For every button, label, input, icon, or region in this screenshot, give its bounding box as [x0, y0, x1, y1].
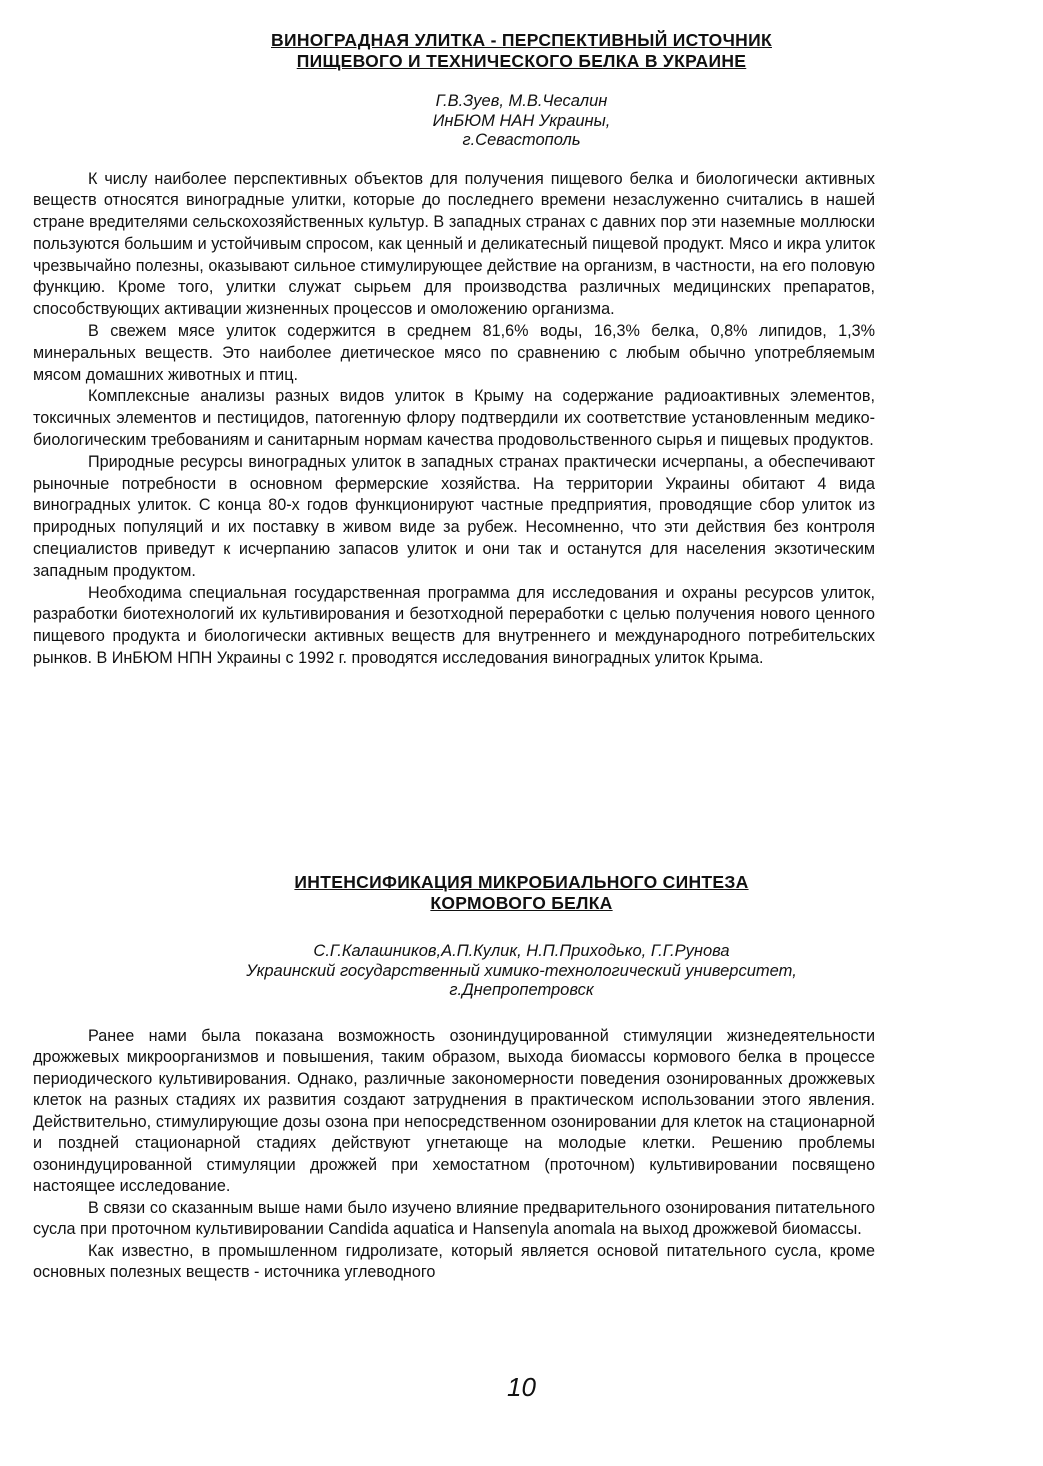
paragraph: Природные ресурсы виноградных улиток в западных странах практически исчерпаны, а обеспечивают рыночные потребности в основном фермерские хозяйства. На территории Украины обитают 4 вида виноградных улиток. С конца 80-х годов функционируют частные предприятия, проводящие сбор улиток из природных популяций и их поставку в живом виде за рубеж. Несомненно, что эти действия без контроля специалистов приведут к исчерпанию запасов улиток и они так и останутся для населения экзотическим западным продуктом. — [33, 452, 875, 580]
article-microbial-synthesis — [0, 872, 1043, 1284]
authors: С.Г.Калашников,А.П.Кулик, Н.П.Приходько, Г.Г.Рунова — [313, 942, 730, 960]
paragraph: Как известно, в промышленном гидролизате, который является основой питательного сусла, кроме основных полезных веществ - источника углеводного — [33, 1241, 875, 1281]
title-line: ПИЩЕВОГО И ТЕХНИЧЕСКОГО БЕЛКА В УКРАИНЕ — [296, 51, 747, 71]
paragraph: В свежем мясе улиток содержится в среднем 81,6% воды, 16,3% белка, 0,8% липидов, 1,3% минеральных веществ. Это наиболее диетическое мясо по сравнению с любым обычно употребляемым мясом домашних животных и птиц. — [33, 322, 875, 384]
article-byline — [0, 92, 1043, 151]
affiliation-line: Украинский государственный химико-технологический университет, — [246, 961, 797, 980]
page-number: 10 — [507, 1372, 536, 1402]
paragraph: Ранее нами была показана возможность озониндуцированной стимуляции жизнедеятельности дрожжевых микроорганизмов и повышения, таким образом, выхода биомассы кормового белка в процессе периодического культивирования. Однако, различные закономерности поведения озонированных дрожжевых клеток на разных стадиях их развития создают затруднения в практическом использовании этого явления. Действительно, стимулирующие дозы озона при непосредственном озонировании для клеток на стационарной и поздней стационарной стадиях действуют угнетающе на молодые клетки. Решению проблемы озониндуцированной стимуляции дрожжей при хемостатном (проточном) культивировании посвящено настоящее исследование. — [33, 1026, 875, 1195]
affiliation-line: г.Днепропетровск — [449, 981, 594, 999]
authors: Г.В.Зуев, М.В.Чесалин — [435, 92, 608, 110]
article-title — [0, 872, 1043, 914]
article-grape-snail — [0, 30, 1043, 670]
affiliation-line: ИнБЮМ НАН Украины, — [432, 111, 611, 130]
article-byline — [0, 942, 1043, 1001]
article-body — [33, 169, 875, 670]
title-line: ИНТЕНСИФИКАЦИЯ МИКРОБИАЛЬНОГО СИНТЕЗА — [294, 872, 749, 892]
affiliation-line: г.Севастополь — [462, 131, 581, 149]
title-line: КОРМОВОГО БЕЛКА — [430, 893, 613, 913]
title-line: ВИНОГРАДНАЯ УЛИТКА - ПЕРСПЕКТИВНЫЙ ИСТОЧНИК — [271, 30, 772, 50]
paragraph: Необходима специальная государственная программа для исследования и охраны ресурсов улиток, разработки биотехнологий их культивирования и безотходной переработки с целью получения нового ценного пищевого продукта и биологически активных веществ для внутреннего и международного потребительских рынков. В ИнБЮМ НПН Украины с 1992 г. проводятся исследования виноградных улиток Крыма. — [33, 583, 875, 668]
paragraph: К числу наиболее перспективных объектов для получения пищевого белка и биологически активных веществ относятся виноградные улитки, которые до последнего времени незаслуженно считались в нашей стране вредителями сельскохозяйственных культур. В западных странах с давних пор эти наземные моллюски пользуются большим и устойчивым спросом, как ценный и деликатесный пищевой продукт. Мясо и икра улиток чрезвычайно полезны, оказывают сильное стимулирующее действие на организм, в частности, на его половую функцию. Кроме того, улитки служат сырьем для производства различных медицинских препаратов, способствующих активации жизненных процессов и омоложению организма. — [33, 169, 875, 319]
article-title — [0, 30, 1043, 72]
article-body — [33, 1026, 875, 1284]
paragraph: Комплексные анализы разных видов улиток в Крыму на содержание радиоактивных элементов, токсичных элементов и пестицидов, патогенную флору подтвердили их соответствие установленным медико-биологическим требованиям и санитарным нормам качества продовольственного сырья и пищевых продуктов. — [33, 387, 875, 450]
paragraph: В связи со сказанным выше нами было изучено влияние предварительного озонирования питательного сусла при проточном культивировании Candida aquatica и Hansenyla anomala на выход дрожжевой биомассы. — [33, 1198, 875, 1238]
